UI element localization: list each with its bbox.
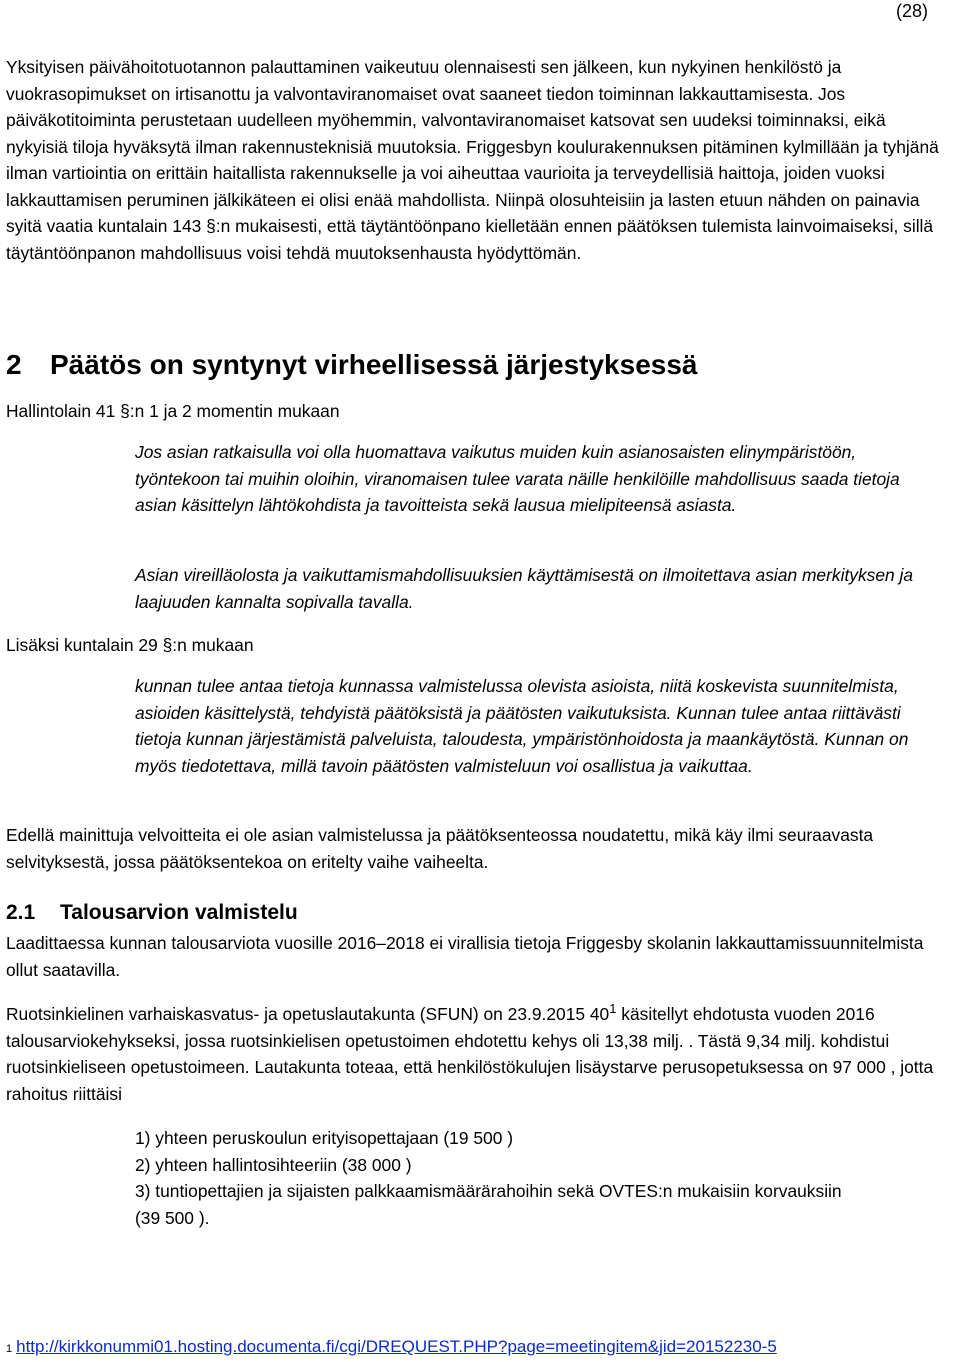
quote-hallintolaki-2: Asian vireilläolosta ja vaikuttamismahdollisuuksien käyttämisestä on ilmoitettava asian merkityksen ja laajuuden kannalta sopivalla tavalla. xyxy=(135,565,914,612)
paragraph-2-text-start: Ruotsinkielinen varhaiskasvatus- ja opetuslautakunta (SFUN) on 23.9.2015 40 xyxy=(6,1004,610,1024)
intro-paragraph: Yksityisen päivähoitotuotannon palauttaminen vaikeutuu olennaisesti sen jälkeen, kun nykyinen henkilöstö ja vuokrasopimukset on irtisanottu ja valvontaviranomaiset ovat saaneet tiedon toiminnan lakkauttamisesta. Jos päiväkotitoiminta perustetaan uudelleen myöhemmin, valvontaviranomaiset katsovat sen uudeksi toiminnaksi, eikä nykyisiä tiloja hyväksytä ilman rakennusteknisiä muutoksia. Friggesbyn koulurakennuksen pitäminen kylmillään ja tyhjänä ilman vartiointia on erittäin haitallista rakennukselle ja voi aiheuttaa vaurioita ja terveydellisiä haittoja, joiden vuoksi lakkauttamisen peruminen jälkikäteen ei olisi enää mahdollista. Niinpä olosuhteisiin ja lasten etuun nähden on painavia syitä vaatia kuntalain 143 §:n mukaisesti, että täytäntöönpano kielletään ennen päätöksen tulemista lainvoimaiseksi, sillä täytäntöönpanon mahdollisuus voisi tehdä muutoksenhausta hyödyttömän. xyxy=(6,57,939,263)
section-2-1-number: 2.1 xyxy=(6,901,36,924)
page-number: (28) xyxy=(895,1,928,21)
section-2-1-title: Talousarvion valmistelu xyxy=(60,901,298,924)
list-item: 3) tuntiopettajien ja sijaisten palkkaamismäärärahoihin sekä OVTES:n mukaisiin korvauksiin (39 500 ). xyxy=(135,1181,842,1228)
footnote-link[interactable]: http://kirkkonummi01.hosting.documenta.fi/cgi/DREQUEST.PHP?page=meetingitem&jid=20152230-5 xyxy=(16,1337,777,1356)
footnote-mark: 1 xyxy=(6,1343,13,1355)
section-2-title: Päätös on syntynyt virheellisessä järjestyksessä xyxy=(50,349,698,380)
paragraph-2-text-end: käsitellyt ehdotusta vuoden 2016 talousarviokehykseksi, jossa ruotsinkielisen opetustoimen ehdotettu kehys oli 13,38 milj. . Tästä 9,34 milj. kohdistui ruotsinkieliseen opetustoimeen. Lautakunta toteaa, että henkilöstökulujen lisäystarve perusopetuksessa on 97 000 , jotta rahoitus riittäisi xyxy=(6,1004,934,1104)
section-2-heading xyxy=(6,348,698,382)
law-reference-hallintolaki: Hallintolain 41 §:n 1 ja 2 momentin mukaan xyxy=(6,401,340,421)
cost-item-list xyxy=(135,1125,860,1231)
list-item: 2) yhteen hallintosihteeriin (38 000 ) xyxy=(135,1154,412,1175)
footnote xyxy=(6,1336,777,1360)
section-2-1-paragraph-2 xyxy=(6,1001,940,1107)
section-2-number: 2 xyxy=(6,349,22,380)
list-item: 1) yhteen peruskoulun erityisopettajaan (19 500 ) xyxy=(135,1128,514,1148)
section-2-conclusion: Edellä mainittuja velvoitteita ei ole asian valmistelussa ja päätöksenteossa noudatettu, mikä käy ilmi seuraavasta selvityksestä, jossa päätöksentekoa on eritelty vaihe vaiheelta. xyxy=(6,825,874,872)
quote-kuntalaki: kunnan tulee antaa tietoja kunnassa valmistelussa olevista asioista, niitä koskevista suunnitelmista, asioiden käsittelystä, tehdyistä päätöksistä ja päätösten vaikutuksista. Kunnan tulee antaa riittävästi tietoja kunnan järjestämistä palveluista, taloudesta, ympäristönhoidosta ja maankäytöstä. Kunnan on myös tiedotettava, millä tavoin päätösten valmisteluun voi osallistua ja vaikuttaa. xyxy=(135,676,909,776)
footnote-reference[interactable]: 1 xyxy=(609,1001,617,1016)
quote-hallintolaki-1: Jos asian ratkaisulla voi olla huomattava vaikutus muiden kuin asianosaisten elinympäristöön, työntekoon tai muihin oloihin, viranomaisen tulee varata näille henkilöille mahdollisuus saada tietoja asian käsittelyn lähtökohdista ja tavoitteista sekä lausua mielipiteensä asiasta. xyxy=(135,442,900,515)
section-2-1-heading xyxy=(6,900,298,926)
law-reference-kuntalaki: Lisäksi kuntalain 29 §:n mukaan xyxy=(6,635,254,655)
section-2-1-paragraph-1: Laadittaessa kunnan talousarviota vuosille 2016–2018 ei virallisia tietoja Friggesby skolanin lakkauttamissuunnitelmista ollut saatavilla. xyxy=(6,933,924,980)
